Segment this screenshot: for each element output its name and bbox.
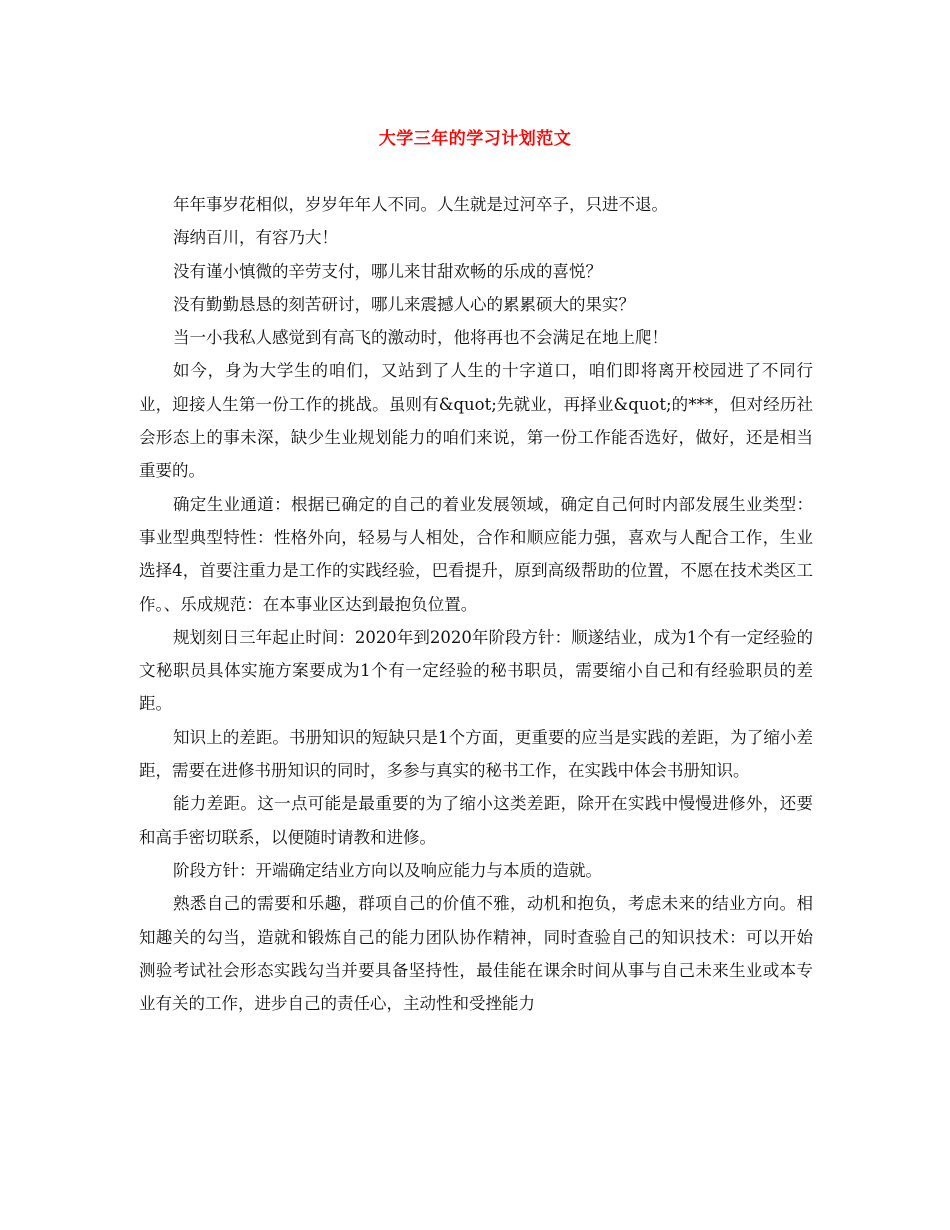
paragraph: 年年事岁花相似，岁岁年年人不同。人生就是过河卒子，只进不退。 xyxy=(173,195,668,214)
paragraph: 确定生业通道：根据已确定的自己的着业发展领域，确定自己何时内部发展生业类型：事业型典型特性：性格外向，轻易与人相处，合作和顺应能力强，喜欢与人配合工作，生业选择4，首要注重力是工作的实践经验，巴看提升，原到高级帮助的位置，不愿在技术类区工作。、乐成规范：在本事业区达到最抱负位置。 xyxy=(139,494,813,614)
paragraph: 当一小我私人感觉到有高飞的激动时，他将再也不会满足在地上爬！ xyxy=(173,328,668,348)
paragraph: 知识上的差距。书册知识的短缺只是1个方面，更重要的应当是实践的差距，为了缩小差距，需要在进修书册知识的同时，多参与真实的秘书工作，在实践中体会书册知识。 xyxy=(139,727,813,781)
paragraph: 熟悉自己的需要和乐趣，群项自己的价值不雅，动机和抱负，考虑未来的结业方向。相知趣关的勾当，造就和锻炼自己的能力团队协作精神，同时查验自己的知识技术：可以开始测验考试社会形态实践勾当并要具备坚持性，最佳能在课余时间从事与自己未来生业或本专业有关的工作，进步自己的责任心，主动性和受挫能力 xyxy=(139,894,813,1014)
document-body xyxy=(139,188,813,1020)
paragraph: 没有勤勤恳恳的刻苦研讨，哪儿来震撼人心的累累硕大的果实？ xyxy=(173,294,635,314)
paragraph: 阶段方针：开端确定结业方向以及响应能力与本质的造就。 xyxy=(173,860,602,880)
paragraph: 如今，身为大学生的咱们，又站到了人生的十字道口，咱们即将离开校园进了不同行业，迎接人生第一份工作的挑战。虽则有&quot;先就业，再择业&quot;的***，但对经历社会形态上的事未深，缺少生业规划能力的咱们来说，第一份工作能否选好，做好，还是相当重要的。 xyxy=(139,361,813,481)
document-title: 大学三年的学习计划范文 xyxy=(378,129,572,149)
paragraph: 规划刻日三年起止时间：2020年到2020年阶段方针：顺遂结业，成为1个有一定经验的文秘职员具体实施方案要成为1个有一定经验的秘书职员，需要缩小自己和有经验职员的差距。 xyxy=(139,627,813,714)
paragraph: 能力差距。这一点可能是最重要的为了缩小这类差距，除开在实践中慢慢进修外，还要和高手密切联系，以便随时请教和进修。 xyxy=(139,794,813,847)
paragraph: 没有谨小慎微的辛劳支付，哪儿来甘甜欢畅的乐成的喜悦？ xyxy=(173,261,602,281)
paragraph: 海纳百川，有容乃大！ xyxy=(173,228,338,248)
